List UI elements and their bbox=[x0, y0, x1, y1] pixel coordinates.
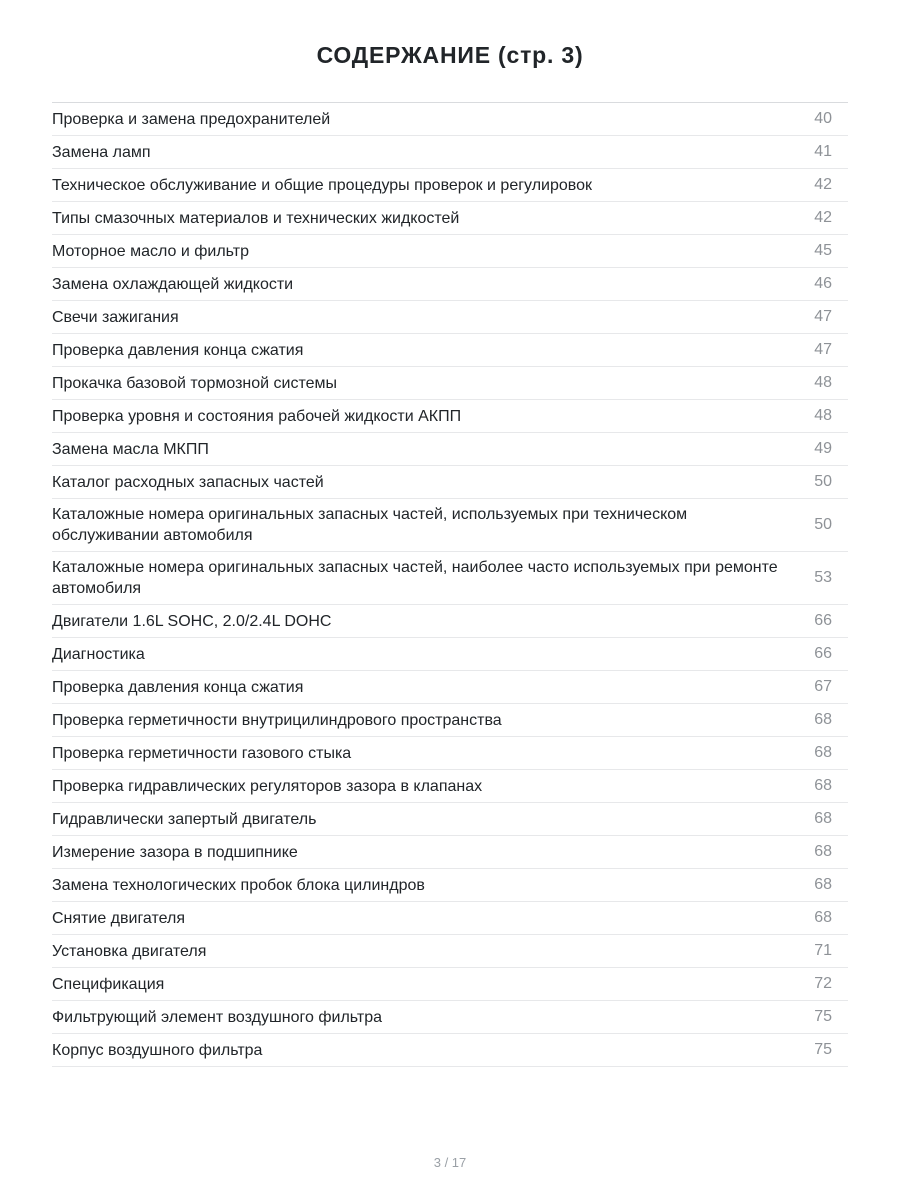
toc-entry-label: Каталог расходных запасных частей bbox=[52, 473, 324, 491]
toc-entry-label: Установка двигателя bbox=[52, 942, 207, 960]
toc-entry-page-number: 75 bbox=[814, 1041, 832, 1058]
toc-entry[interactable] bbox=[52, 968, 848, 1001]
toc-entry[interactable] bbox=[52, 235, 848, 268]
toc-entry-page-number: 49 bbox=[814, 440, 832, 457]
toc-entry-page-number: 75 bbox=[814, 1008, 832, 1025]
toc-entry-page-number: 48 bbox=[814, 407, 832, 424]
toc-entry-page-number: 72 bbox=[814, 975, 832, 992]
toc-entry[interactable] bbox=[52, 301, 848, 334]
toc-entry-label: Проверка и замена предохранителей bbox=[52, 110, 331, 128]
toc-entry-label: Замена масла МКПП bbox=[52, 440, 209, 458]
toc-entry[interactable] bbox=[52, 103, 848, 136]
toc-entry[interactable] bbox=[52, 400, 848, 433]
toc-entry-page-number: 42 bbox=[814, 176, 832, 193]
toc-entry-page-number: 41 bbox=[814, 143, 832, 160]
toc-entry-page-number: 68 bbox=[814, 744, 832, 761]
toc-entry-label: Проверка герметичности внутрицилиндрового пространства bbox=[52, 711, 502, 729]
toc-entry-page-number: 68 bbox=[814, 777, 832, 794]
toc-entry-page-number: 50 bbox=[814, 516, 832, 533]
toc-entry-page-number: 45 bbox=[814, 242, 832, 259]
toc-entry-label: Проверка давления конца сжатия bbox=[52, 678, 304, 696]
page-indicator: 3 / 17 bbox=[433, 1155, 467, 1170]
toc-entry[interactable] bbox=[52, 935, 848, 968]
toc-entry-label: Каталожные номера оригинальных запасных частей, используемых при техническом обслуживании автомобиля bbox=[52, 506, 688, 544]
toc-entry[interactable] bbox=[52, 552, 848, 605]
toc-entry-page-number: 66 bbox=[814, 645, 832, 662]
toc-entry-page-number: 68 bbox=[814, 843, 832, 860]
toc-entry[interactable] bbox=[52, 268, 848, 301]
toc-entry-label: Замена технологических пробок блока цилиндров bbox=[52, 876, 425, 894]
toc-entry-label: Корпус воздушного фильтра bbox=[52, 1041, 263, 1059]
toc-entry[interactable] bbox=[52, 433, 848, 466]
toc-entry-label: Моторное масло и фильтр bbox=[52, 242, 249, 260]
toc-entry-page-number: 50 bbox=[814, 473, 832, 490]
toc-entry[interactable] bbox=[52, 169, 848, 202]
toc-entry[interactable] bbox=[52, 737, 848, 770]
toc-entry-label: Техническое обслуживание и общие процедуры проверок и регулировок bbox=[52, 176, 592, 194]
toc-entry-label: Двигатели 1.6L SOHC, 2.0/2.4L DOHC bbox=[52, 612, 332, 630]
toc-entry-page-number: 66 bbox=[814, 612, 832, 629]
toc-entry[interactable] bbox=[52, 605, 848, 638]
toc-entry-label: Гидравлически запертый двигатель bbox=[52, 810, 317, 828]
toc-entry-label: Проверка гидравлических регуляторов зазора в клапанах bbox=[52, 777, 483, 795]
toc-entry[interactable] bbox=[52, 671, 848, 704]
toc-entry-page-number: 46 bbox=[814, 275, 832, 292]
toc-entry[interactable] bbox=[52, 869, 848, 902]
toc-entry-page-number: 48 bbox=[814, 374, 832, 391]
toc-entry-page-number: 53 bbox=[814, 569, 832, 586]
toc-entry-page-number: 42 bbox=[814, 209, 832, 226]
toc-entry-page-number: 68 bbox=[814, 711, 832, 728]
toc-entry-label: Снятие двигателя bbox=[52, 909, 185, 927]
toc-entry-label: Фильтрующий элемент воздушного фильтра bbox=[52, 1008, 383, 1026]
page-title: СОДЕРЖАНИЕ (стр. 3) bbox=[316, 42, 584, 68]
toc-entry-page-number: 67 bbox=[814, 678, 832, 695]
toc-entry[interactable] bbox=[52, 638, 848, 671]
toc-list bbox=[52, 103, 848, 1067]
toc-entry-page-number: 47 bbox=[814, 341, 832, 358]
toc-entry[interactable] bbox=[52, 499, 848, 552]
toc-entry-label: Свечи зажигания bbox=[52, 308, 179, 326]
toc-entry-page-number: 68 bbox=[814, 876, 832, 893]
toc-entry-page-number: 68 bbox=[814, 909, 832, 926]
toc-entry-label: Проверка уровня и состояния рабочей жидкости АКПП bbox=[52, 407, 462, 425]
toc-entry-page-number: 68 bbox=[814, 810, 832, 827]
toc-entry[interactable] bbox=[52, 202, 848, 235]
toc-entry-label: Прокачка базовой тормозной системы bbox=[52, 374, 337, 392]
toc-entry-page-number: 71 bbox=[814, 942, 832, 959]
toc-entry[interactable] bbox=[52, 136, 848, 169]
toc-entry-label: Проверка давления конца сжатия bbox=[52, 341, 304, 359]
toc-entry-label: Замена охлаждающей жидкости bbox=[52, 275, 294, 293]
toc-entry-page-number: 40 bbox=[814, 110, 832, 127]
toc-entry[interactable] bbox=[52, 466, 848, 499]
toc-entry[interactable] bbox=[52, 770, 848, 803]
toc-entry-label: Типы смазочных материалов и технических жидкостей bbox=[52, 209, 460, 227]
toc-entry-label: Спецификация bbox=[52, 975, 165, 993]
toc-entry-label: Диагностика bbox=[52, 645, 145, 663]
toc-entry-label: Измерение зазора в подшипнике bbox=[52, 843, 298, 861]
toc-entry[interactable] bbox=[52, 704, 848, 737]
toc-entry[interactable] bbox=[52, 334, 848, 367]
toc-entry-label: Каталожные номера оригинальных запасных частей, наиболее часто используемых при ремонте автомобиля bbox=[52, 559, 778, 597]
toc-entry-label: Замена ламп bbox=[52, 143, 151, 161]
toc-entry[interactable] bbox=[52, 367, 848, 400]
toc-entry-label: Проверка герметичности газового стыка bbox=[52, 744, 352, 762]
toc-entry[interactable] bbox=[52, 803, 848, 836]
toc-entry[interactable] bbox=[52, 836, 848, 869]
toc-entry[interactable] bbox=[52, 902, 848, 935]
toc-entry[interactable] bbox=[52, 1001, 848, 1034]
toc-entry[interactable] bbox=[52, 1034, 848, 1067]
toc-entry-page-number: 47 bbox=[814, 308, 832, 325]
